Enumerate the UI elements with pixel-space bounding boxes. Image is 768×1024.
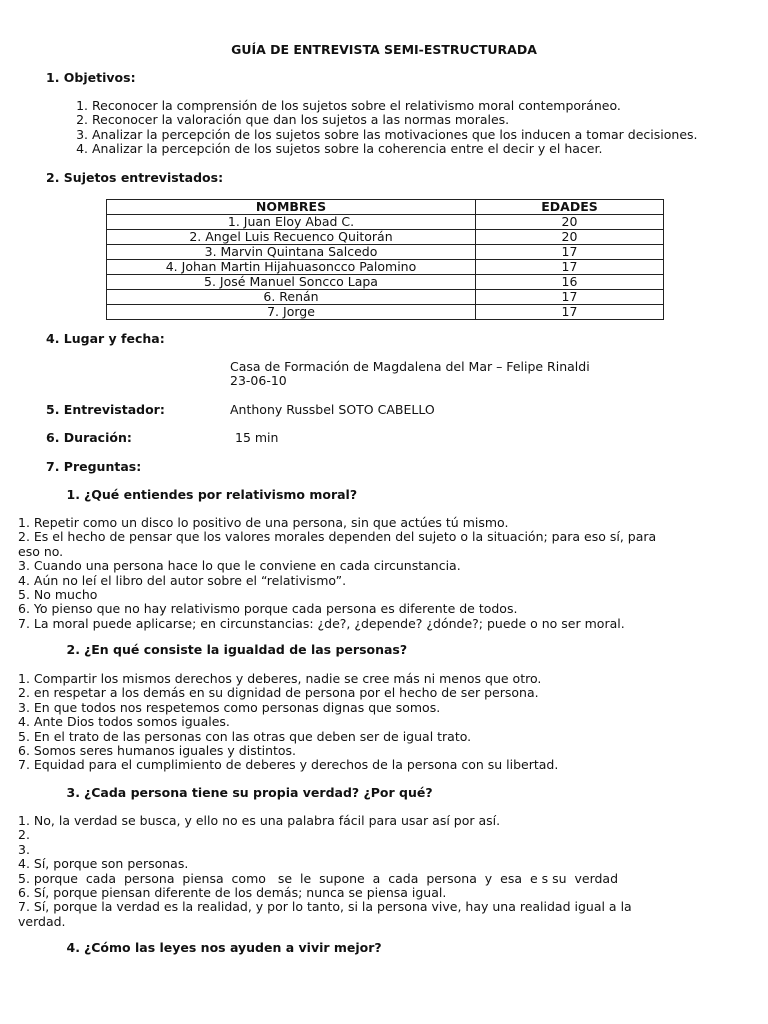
table-row — [107, 230, 664, 245]
answer-line: verdad. — [18, 913, 66, 929]
table-row — [107, 245, 664, 260]
answers-3 — [18, 814, 713, 929]
age-cell: 16 — [476, 275, 664, 290]
answer-line: 6. Yo pienso que no hay relativismo porque cada persona es diferente de todos. — [18, 601, 518, 617]
age-cell: 20 — [476, 215, 664, 230]
answer-line: 4. Sí, porque son personas. — [18, 856, 189, 872]
duration-label: 6. Duración: — [46, 430, 132, 445]
age-cell: 20 — [476, 230, 664, 245]
place-date-heading: 4. Lugar y fecha: — [46, 331, 165, 346]
questions-heading: 7. Preguntas: — [46, 459, 142, 474]
age-cell: 17 — [476, 260, 664, 275]
answer-line: 7. Equidad para el cumplimiento de deberes y derechos de la persona con su libertad. — [18, 757, 559, 773]
age-cell: 17 — [476, 245, 664, 260]
answer-line: 1. No, la verdad se busca, y ello no es una palabra fácil para usar así por así. — [18, 813, 501, 828]
duration-row — [46, 431, 728, 445]
answer-line: 5. No mucho — [18, 587, 98, 603]
table-row — [107, 305, 664, 320]
name-cell: 6. Renán — [107, 290, 476, 305]
answer-line: eso no. — [18, 543, 64, 559]
age-cell: 17 — [476, 290, 664, 305]
subjects-heading: 2. Sujetos entrevistados: — [46, 170, 224, 185]
place-text: Casa de Formación de Magdalena del Mar – Felipe Rinaldi — [230, 359, 590, 374]
document-title: GUÍA DE ENTREVISTA SEMI-ESTRUCTURADA — [231, 42, 537, 57]
answer-line: 5. En el trato de las personas con las otras que deben ser de igual trato. — [18, 728, 472, 744]
age-cell: 17 — [476, 305, 664, 320]
subjects-table — [106, 199, 664, 320]
answers-1 — [18, 516, 713, 631]
answer-line: 6. Somos seres humanos iguales y distintos. — [18, 743, 297, 759]
name-cell: 5. José Manuel Soncco Lapa — [107, 275, 476, 290]
table-row — [107, 260, 664, 275]
answer-line: 2. en respetar a los demás en su dignidad de persona por el hecho de ser persona. — [18, 685, 539, 701]
col-ages-header: EDADES — [476, 200, 664, 215]
objective-item: 1. Reconocer la comprensión de los sujetos sobre el relativismo moral contemporáneo. — [76, 98, 621, 113]
col-names-header: NOMBRES — [107, 200, 476, 215]
answer-line: 3. — [18, 841, 30, 857]
answer-line: 6. Sí, porque piensan diferente de los demás; nunca se piensa igual. — [18, 885, 447, 901]
name-cell: 4. Johan Martin Hijahuasoncco Palomino — [107, 260, 476, 275]
date-text: 23-06-10 — [230, 373, 287, 389]
name-cell: 2. Angel Luis Recuenco Quitorán — [107, 230, 476, 245]
objectives-list — [46, 99, 728, 157]
table-row — [107, 275, 664, 290]
answer-line: 7. Sí, porque la verdad es la realidad, y por lo tanto, si la persona vive, hay una realidad igual a la — [18, 899, 632, 915]
answer-line: 2. Es el hecho de pensar que los valores morales dependen del sujeto o la situación; para eso sí, para — [18, 529, 657, 545]
name-cell: 7. Jorge — [107, 305, 476, 320]
interviewer-value: Anthony Russbel SOTO CABELLO — [230, 402, 435, 417]
table-row — [107, 215, 664, 230]
question-4: 4. ¿Cómo las leyes nos ayuden a vivir mejor? — [66, 940, 382, 955]
table-header-row — [107, 200, 664, 215]
objectives-heading: 1. Objetivos: — [46, 70, 136, 85]
name-cell: 3. Marvin Quintana Salcedo — [107, 245, 476, 260]
name-cell: 1. Juan Eloy Abad C. — [107, 215, 476, 230]
table-row — [107, 290, 664, 305]
interviewer-label: 5. Entrevistador: — [46, 402, 165, 417]
duration-value: 15 min — [235, 430, 279, 445]
answer-line: 4. Aún no leí el libro del autor sobre el “relativismo”. — [18, 572, 347, 588]
objective-item: 2. Reconocer la valoración que dan los sujetos a las normas morales. — [76, 112, 510, 128]
answer-line: 5. porque cada persona piensa como se le supone a cada persona y esa e s su verdad — [18, 870, 619, 886]
answer-line: 7. La moral puede aplicarse; en circunstancias: ¿de?, ¿depende? ¿dónde?; puede o no ser moral. — [18, 615, 625, 631]
answer-line: 1. Repetir como un disco lo positivo de una persona, sin que actúes tú mismo. — [18, 515, 509, 530]
question-1: 1. ¿Qué entiendes por relativismo moral? — [66, 487, 358, 502]
answer-line: 1. Compartir los mismos derechos y deberes, nadie se cree más ni menos que otro. — [18, 671, 542, 686]
objective-item: 3. Analizar la percepción de los sujetos sobre las motivaciones que los inducen a tomar decisiones. — [76, 126, 698, 142]
question-3: 3. ¿Cada persona tiene su propia verdad? ¿Por qué? — [66, 785, 433, 800]
question-2: 2. ¿En qué consiste la igualdad de las personas? — [66, 642, 408, 657]
answer-line: 2. — [18, 827, 30, 843]
answers-2 — [18, 672, 713, 773]
objective-item: 4. Analizar la percepción de los sujetos sobre la coherencia entre el decir y el hacer. — [76, 141, 603, 157]
answer-line: 3. En que todos nos respetemos como personas dignas que somos. — [18, 699, 441, 715]
interviewer-row — [46, 403, 728, 417]
answer-line: 3. Cuando una persona hace lo que le conviene en cada circunstancia. — [18, 558, 461, 574]
place-date-block — [230, 360, 728, 389]
answer-line: 4. Ante Dios todos somos iguales. — [18, 714, 230, 730]
